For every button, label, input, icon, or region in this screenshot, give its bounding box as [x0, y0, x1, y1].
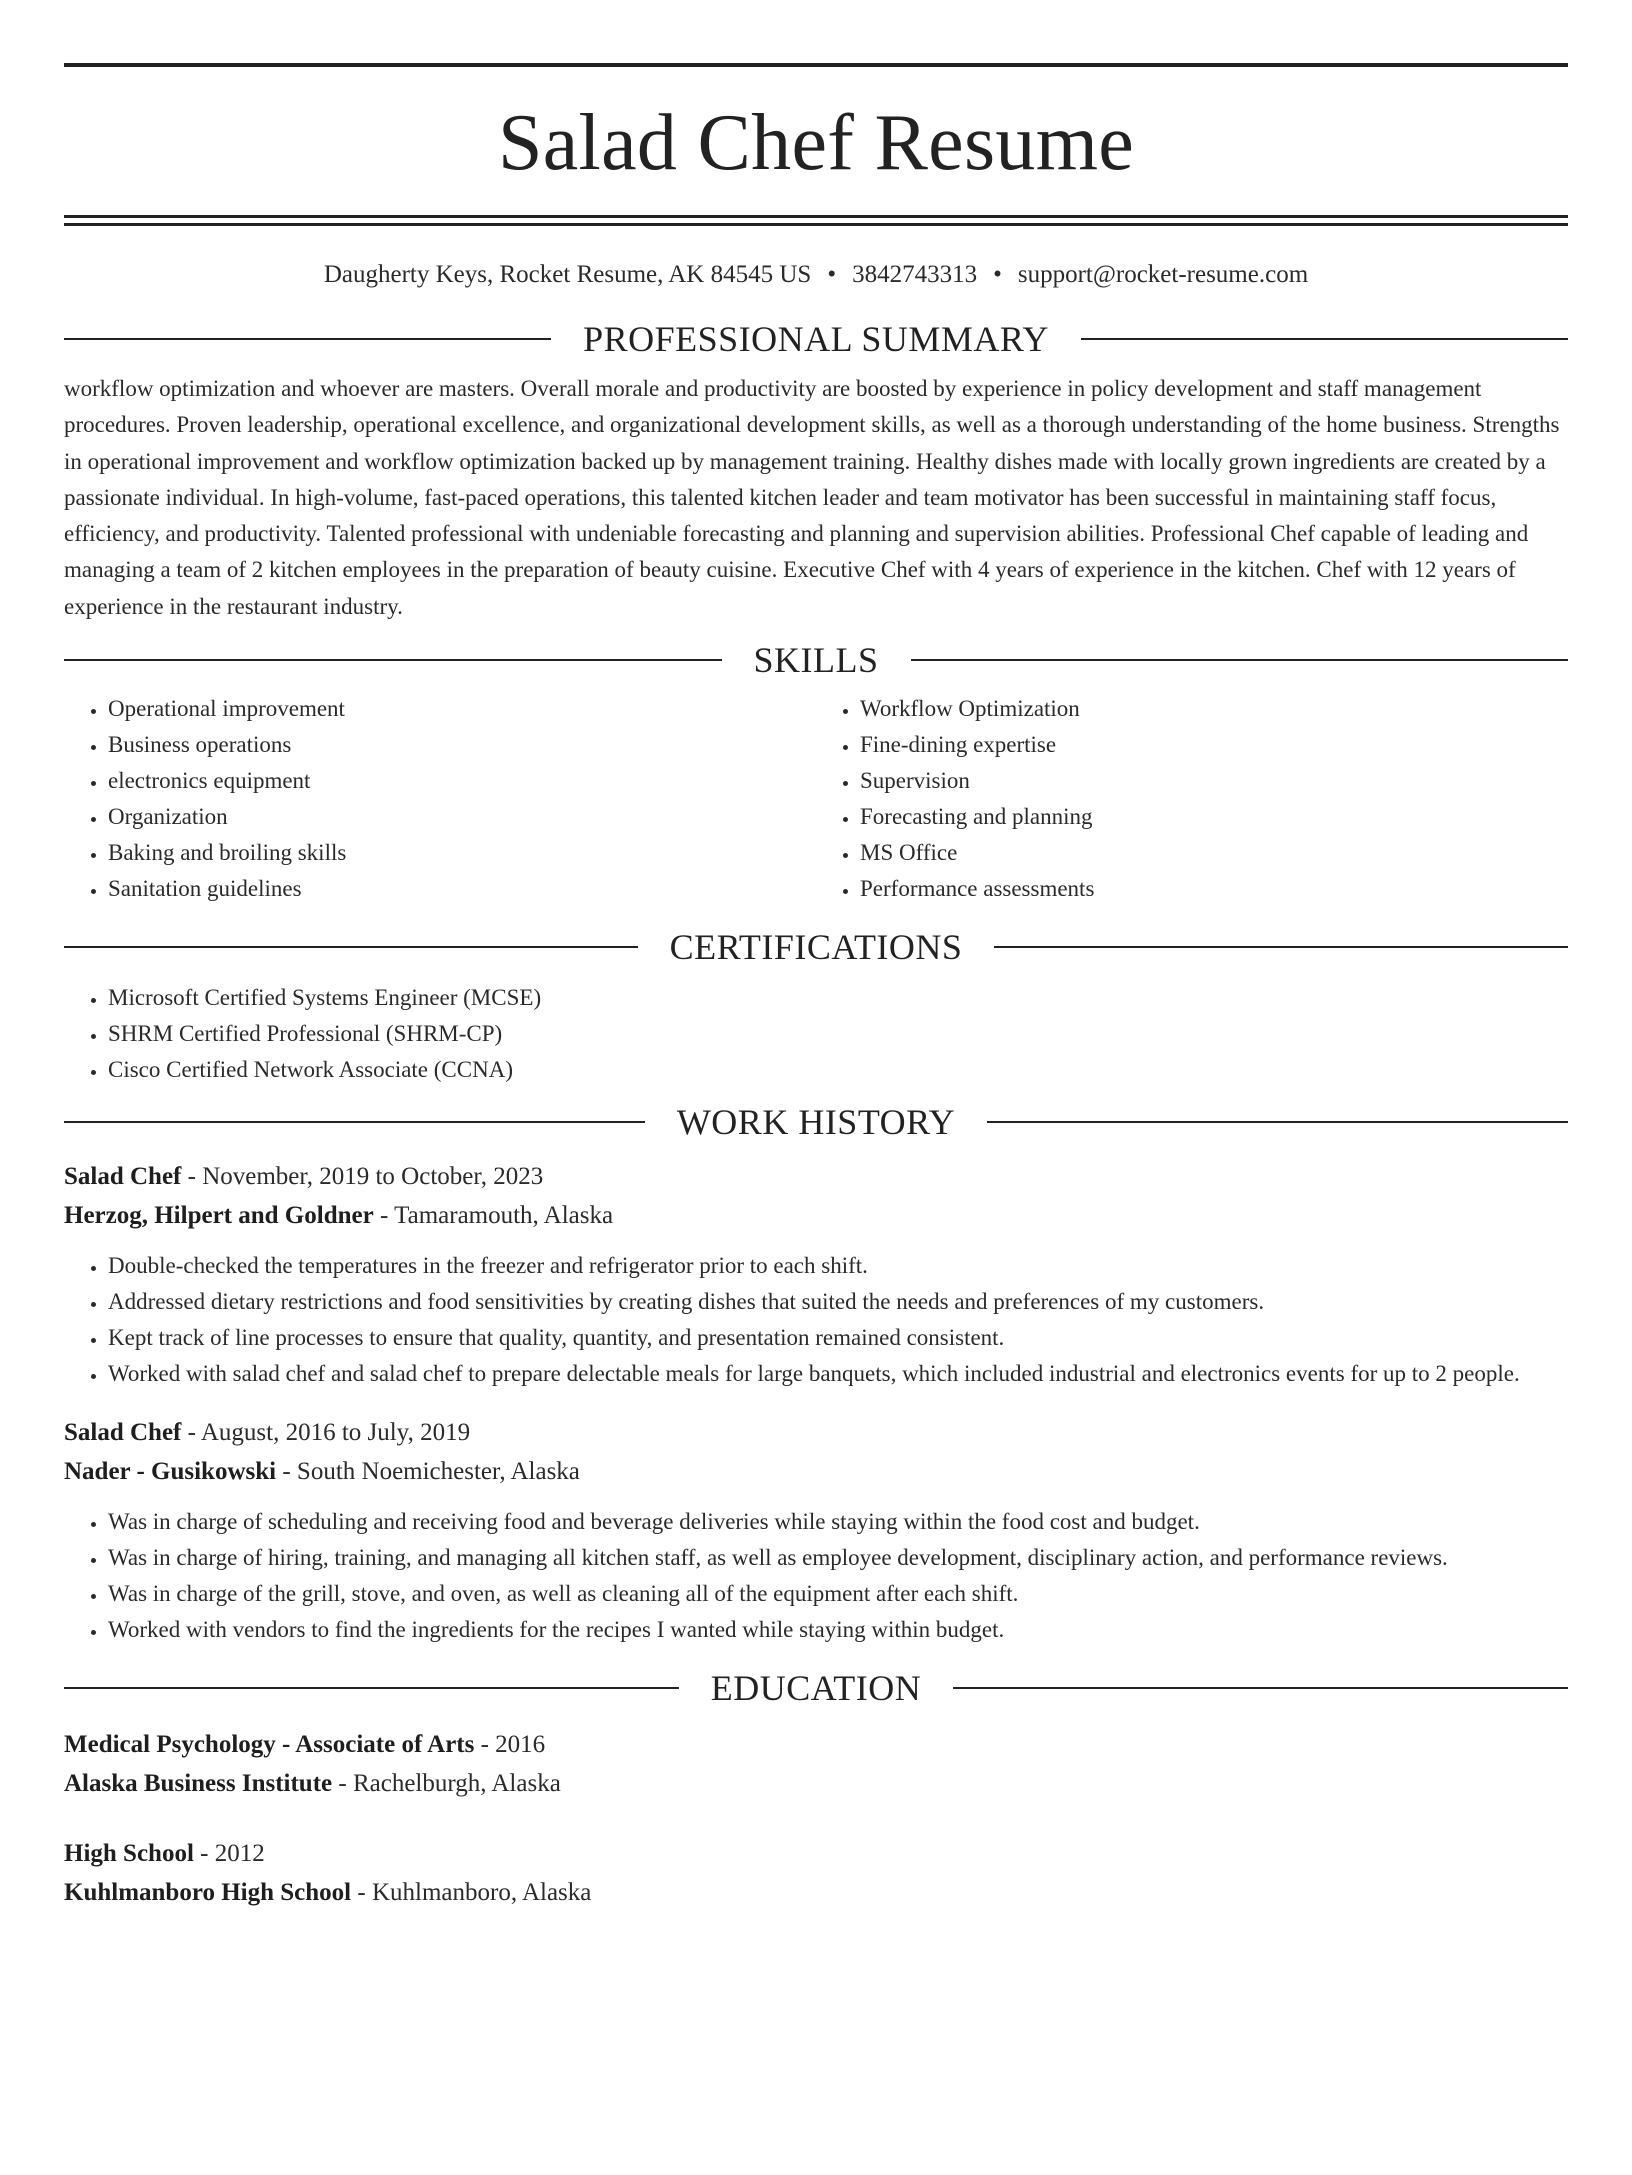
job-company: Herzog, Hilpert and Goldner — [64, 1202, 374, 1230]
job-bullets — [64, 1504, 1568, 1648]
degree-line — [64, 1725, 1568, 1764]
contact-separator: • — [827, 261, 837, 288]
job-title: Salad Chef — [64, 1163, 182, 1191]
degree-line — [64, 1834, 1568, 1873]
job-entry — [64, 1157, 1568, 1392]
heading-rule — [64, 1687, 679, 1689]
school-location: - Rachelburgh, Alaska — [332, 1770, 561, 1798]
education-entry — [64, 1834, 1568, 1912]
contact-address: Daugherty Keys, Rocket Resume, AK 84545 US — [323, 261, 812, 288]
job-dates: - August, 2016 to July, 2019 — [181, 1419, 471, 1447]
contact-separator: • — [993, 261, 1002, 288]
list-item: • Microsoft Certified Systems Engineer (MCSE) — [108, 980, 1568, 1016]
contact-line — [64, 262, 1568, 287]
title-double-rule — [64, 215, 1568, 226]
job-company-line — [64, 1452, 1568, 1491]
job-bullets — [64, 1248, 1568, 1392]
job-company-line — [64, 1196, 1568, 1235]
section-title: WORK HISTORY — [676, 1102, 956, 1143]
section-heading-education — [64, 1668, 1568, 1709]
education-entry — [64, 1725, 1568, 1803]
heading-rule — [994, 946, 1568, 948]
job-company: Nader - Gusikowski — [64, 1458, 277, 1486]
job-title: Salad Chef — [64, 1419, 182, 1447]
list-item: • Workflow Optimization — [860, 691, 1568, 727]
list-item: • MS Office — [860, 835, 1568, 871]
skills-column-left — [64, 691, 816, 907]
heading-rule — [64, 338, 551, 340]
heading-rule — [911, 659, 1569, 661]
school-location: - Kuhlmanboro, Alaska — [351, 1879, 592, 1907]
certifications-list — [64, 980, 1568, 1088]
list-item: • Was in charge of hiring, training, and managing all kitchen staff, as well as employee development, disciplinary action, and performance reviews. — [108, 1540, 1568, 1576]
list-item: • electronics equipment — [108, 763, 816, 799]
degree: Medical Psychology - Associate of Arts — [64, 1731, 475, 1759]
heading-rule — [64, 1121, 645, 1123]
list-item: • Baking and broiling skills — [108, 835, 816, 871]
section-title: PROFESSIONAL SUMMARY — [583, 319, 1049, 359]
heading-rule — [987, 1121, 1568, 1123]
list-item: • Business operations — [108, 727, 816, 763]
job-title-line — [64, 1157, 1568, 1196]
page-title: Salad Chef Resume — [497, 99, 1135, 187]
list-item: • Cisco Certified Network Associate (CCNA) — [108, 1052, 1568, 1088]
skills-column-right — [816, 691, 1568, 907]
section-heading-certifications — [64, 927, 1568, 968]
job-entry — [64, 1413, 1568, 1648]
list-item: • Forecasting and planning — [860, 799, 1568, 835]
list-item: • Performance assessments — [860, 871, 1568, 907]
resume-page — [0, 63, 1632, 2175]
section-heading-work-history — [64, 1102, 1568, 1143]
list-item: • Worked with salad chef and salad chef to prepare delectable meals for large banquets, which included industrial and electronics events for up to 2 people. — [108, 1356, 1568, 1392]
heading-rule — [64, 946, 638, 948]
list-item: • Kept track of line processes to ensure that quality, quantity, and presentation remained consistent. — [108, 1320, 1568, 1356]
heading-rule — [64, 659, 722, 661]
list-item: • Organization — [108, 799, 816, 835]
job-dates: - November, 2019 to October, 2023 — [181, 1163, 544, 1191]
heading-rule — [953, 1687, 1568, 1689]
degree: High School — [64, 1840, 194, 1868]
skills-list — [64, 691, 1568, 907]
section-title: CERTIFICATIONS — [669, 927, 963, 968]
section-title: SKILLS — [753, 640, 879, 681]
school: Alaska Business Institute — [64, 1770, 333, 1798]
contact-phone: 3842743313 — [852, 261, 978, 288]
heading-rule — [1081, 338, 1568, 340]
list-item: • Operational improvement — [108, 691, 816, 727]
job-location: - South Noemichester, Alaska — [276, 1458, 580, 1486]
list-item: • Was in charge of scheduling and receiving food and beverage deliveries while staying within the food cost and budget. — [108, 1504, 1568, 1540]
section-heading-skills — [64, 640, 1568, 681]
list-item: • Supervision — [860, 763, 1568, 799]
contact-email: support@rocket-resume.com — [1017, 261, 1309, 288]
summary-paragraph: workflow optimization and whoever are masters. Overall morale and productivity are boosted by experience in policy development and staff management procedures. Proven leadership, operational excellence, and organizational development skills, as well as a thorough understanding of the home business. Strengths in operational improvement and workflow optimization backed up by management training. Healthy dishes made with locally grown ingredients are created by a passionate individual. In high-volume, fast-paced operations, this talented kitchen leader and team motivator has been successful in maintaining staff focus, efficiency, and productivity. Talented professional with undeniable forecasting and planning and supervision abilities. Professional Chef capable of leading and managing a team of 2 kitchen employees in the preparation of beauty cuisine. Executive Chef with 4 years of experience in the kitchen. Chef with 12 years of experience in the restaurant industry. — [64, 376, 1560, 619]
top-rule — [64, 63, 1568, 67]
degree-year: - 2016 — [474, 1731, 546, 1759]
list-item: • Sanitation guidelines — [108, 871, 816, 907]
list-item: • SHRM Certified Professional (SHRM-CP) — [108, 1016, 1568, 1052]
section-title: EDUCATION — [710, 1668, 922, 1709]
job-location: - Tamaramouth, Alaska — [373, 1202, 614, 1230]
school-line — [64, 1764, 1568, 1803]
degree-year: - 2012 — [193, 1840, 265, 1868]
list-item: • Worked with vendors to find the ingredients for the recipes I wanted while staying within budget. — [108, 1612, 1568, 1648]
section-heading-summary — [64, 321, 1568, 357]
school-line — [64, 1873, 1568, 1912]
list-item: • Was in charge of the grill, stove, and oven, as well as cleaning all of the equipment after each shift. — [108, 1576, 1568, 1612]
job-title-line — [64, 1413, 1568, 1452]
list-item: • Addressed dietary restrictions and food sensitivities by creating dishes that suited the needs and preferences of my customers. — [108, 1284, 1568, 1320]
school: Kuhlmanboro High School — [64, 1879, 352, 1907]
list-item: • Double-checked the temperatures in the freezer and refrigerator prior to each shift. — [108, 1248, 1568, 1284]
list-item: • Fine-dining expertise — [860, 727, 1568, 763]
